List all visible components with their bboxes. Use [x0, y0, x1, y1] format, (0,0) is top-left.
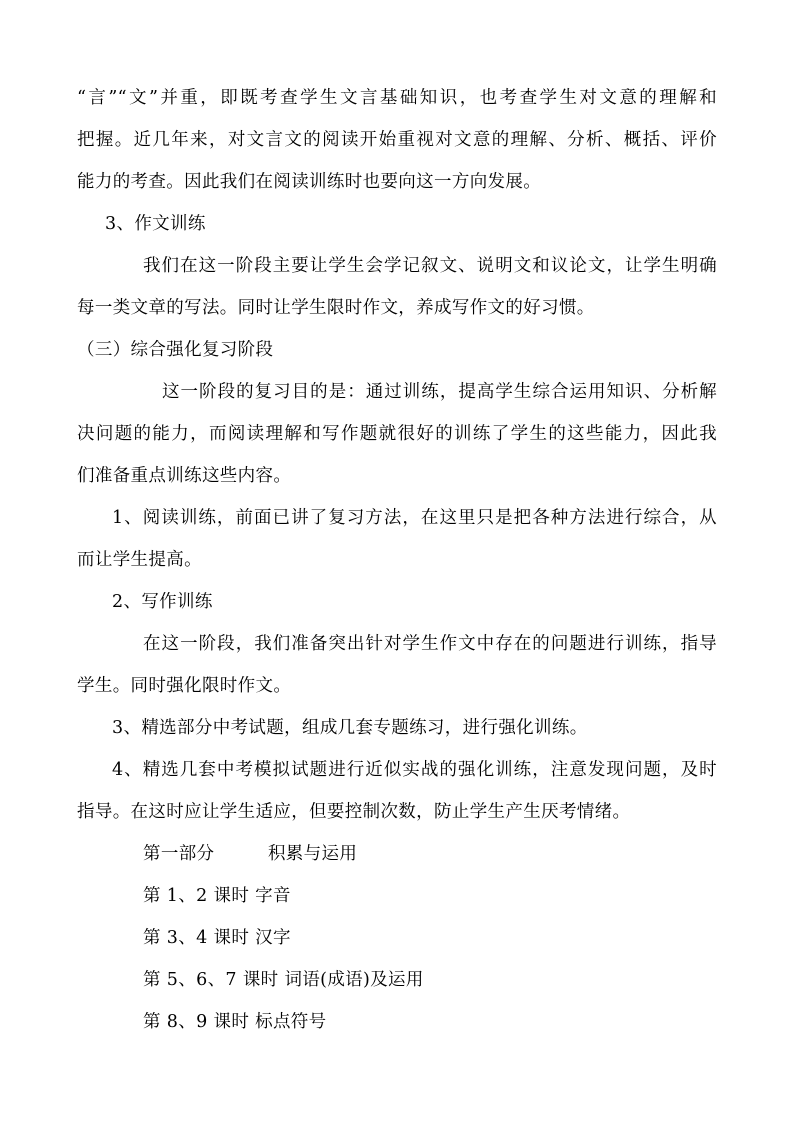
text-line-18: 指导。在这时应让学生适应，但要控制次数，防止学生产生厌考情绪。	[77, 802, 631, 822]
lesson-item-2: 第 3、4 课时 汉字	[143, 928, 291, 948]
section-heading-writing: 2、写作训练	[112, 592, 213, 612]
text-line-5: 我们在这一阶段主要让学生会学记叙文、说明文和议论文，让学生明确	[143, 256, 717, 276]
part-heading: 第一部分 积累与运用	[143, 844, 358, 864]
text-line-12: 而让学生提高。	[77, 550, 202, 570]
lesson-item-4: 第 8、9 课时 标点符号	[143, 1012, 327, 1032]
text-line-1: “言”“文”并重，即既考查学生文言基础知识，也考查学生对文意的理解和	[77, 88, 717, 108]
text-line-10: 们准备重点训练这些内容。	[77, 466, 292, 486]
text-line-9: 决问题的能力，而阅读理解和写作题就很好的训练了学生的这些能力，因此我	[77, 424, 717, 444]
lesson-item-1: 第 1、2 课时 字音	[143, 886, 291, 906]
text-line-6: 每一类文章的写法。同时让学生限时作文，养成写作文的好习惯。	[77, 298, 595, 318]
section-heading-composition: 3、作文训练	[105, 214, 206, 234]
text-line-2: 把握。近几年来，对文言文的阅读开始重视对文意的理解、分析、概括、评价	[77, 130, 717, 150]
text-line-14: 在这一阶段，我们准备突出针对学生作文中存在的问题进行训练，指导	[143, 634, 717, 654]
text-line-16: 3、精选部分中考试题，组成几套专题练习，进行强化训练。	[112, 718, 588, 738]
text-line-3: 能力的考查。因此我们在阅读训练时也要向这一方向发展。	[77, 172, 542, 192]
lesson-item-3: 第 5、6、7 课时 词语(成语)及运用	[143, 970, 424, 990]
text-line-11: 1、阅读训练，前面已讲了复习方法，在这里只是把各种方法进行综合，从	[112, 508, 717, 528]
text-line-15: 学生。同时强化限时作文。	[77, 676, 292, 696]
text-line-8: 这一阶段的复习目的是：通过训练，提高学生综合运用知识、分析解	[162, 382, 717, 402]
stage-heading-three: （三）综合强化复习阶段	[77, 340, 274, 360]
text-line-17: 4、精选几套中考模拟试题进行近似实战的强化训练，注意发现问题，及时	[112, 760, 717, 780]
